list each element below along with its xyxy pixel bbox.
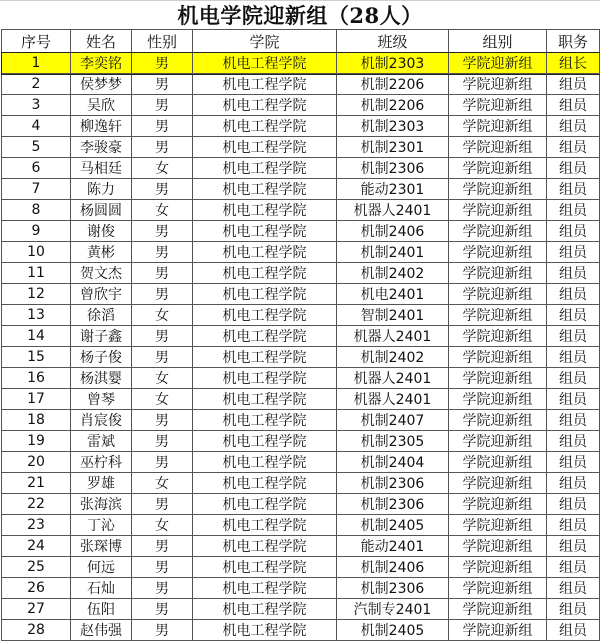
cell-role: 组员: [547, 221, 600, 242]
cell-seq: 6: [2, 158, 71, 179]
cell-class: 机制2306: [337, 494, 449, 515]
cell-group: 学院迎新组: [449, 578, 547, 599]
cell-college: 机电工程学院: [193, 410, 337, 431]
header-gender: 性别: [132, 30, 193, 53]
cell-gender: 男: [132, 410, 193, 431]
cell-seq: 28: [2, 620, 71, 641]
cell-seq: 8: [2, 200, 71, 221]
cell-college: 机电工程学院: [193, 221, 337, 242]
cell-class: 机制2406: [337, 221, 449, 242]
cell-role: 组员: [547, 200, 600, 221]
cell-gender: 男: [132, 137, 193, 158]
table-row: [2, 599, 600, 620]
cell-group: 学院迎新组: [449, 284, 547, 305]
header-group: 组别: [449, 30, 547, 53]
cell-role: 组员: [547, 536, 600, 557]
cell-seq: 21: [2, 473, 71, 494]
cell-seq: 2: [2, 74, 71, 95]
cell-name: 谢俊: [71, 221, 132, 242]
table-row: [2, 620, 600, 641]
cell-class: 机制2206: [337, 74, 449, 95]
cell-group: 学院迎新组: [449, 158, 547, 179]
cell-college: 机电工程学院: [193, 242, 337, 263]
table-row: [2, 452, 600, 473]
cell-seq: 17: [2, 389, 71, 410]
cell-seq: 3: [2, 95, 71, 116]
cell-seq: 20: [2, 452, 71, 473]
cell-class: 机制2402: [337, 263, 449, 284]
header-row: [2, 30, 600, 53]
cell-college: 机电工程学院: [193, 536, 337, 557]
cell-college: 机电工程学院: [193, 368, 337, 389]
cell-gender: 女: [132, 389, 193, 410]
cell-seq: 9: [2, 221, 71, 242]
cell-group: 学院迎新组: [449, 452, 547, 473]
cell-gender: 男: [132, 263, 193, 284]
cell-class: 机器人2401: [337, 200, 449, 221]
cell-role: 组员: [547, 557, 600, 578]
table-row: [2, 494, 600, 515]
cell-college: 机电工程学院: [193, 599, 337, 620]
cell-name: 何远: [71, 557, 132, 578]
cell-role: 组员: [547, 368, 600, 389]
cell-college: 机电工程学院: [193, 74, 337, 95]
cell-class: 机器人2401: [337, 368, 449, 389]
cell-group: 学院迎新组: [449, 473, 547, 494]
cell-class: 机器人2401: [337, 326, 449, 347]
cell-college: 机电工程学院: [193, 53, 337, 74]
cell-role: 组员: [547, 410, 600, 431]
cell-group: 学院迎新组: [449, 410, 547, 431]
table-row: [2, 116, 600, 137]
cell-group: 学院迎新组: [449, 242, 547, 263]
cell-group: 学院迎新组: [449, 95, 547, 116]
cell-role: 组员: [547, 620, 600, 641]
cell-gender: 男: [132, 53, 193, 74]
cell-name: 贺文杰: [71, 263, 132, 284]
cell-group: 学院迎新组: [449, 221, 547, 242]
cell-group: 学院迎新组: [449, 389, 547, 410]
cell-class: 机制2404: [337, 452, 449, 473]
cell-name: 伍阳: [71, 599, 132, 620]
table-row: [2, 431, 600, 452]
cell-seq: 13: [2, 305, 71, 326]
table-row: [2, 53, 600, 74]
table-row: [2, 305, 600, 326]
cell-seq: 24: [2, 536, 71, 557]
cell-role: 组员: [547, 137, 600, 158]
cell-group: 学院迎新组: [449, 557, 547, 578]
cell-role: 组员: [547, 452, 600, 473]
cell-class: 机制2407: [337, 410, 449, 431]
cell-name: 石灿: [71, 578, 132, 599]
cell-college: 机电工程学院: [193, 473, 337, 494]
cell-role: 组员: [547, 515, 600, 536]
cell-class: 智制2401: [337, 305, 449, 326]
cell-role: 组员: [547, 473, 600, 494]
cell-group: 学院迎新组: [449, 200, 547, 221]
cell-gender: 男: [132, 536, 193, 557]
cell-class: 机器人2401: [337, 389, 449, 410]
cell-group: 学院迎新组: [449, 326, 547, 347]
cell-role: 组员: [547, 158, 600, 179]
cell-role: 组员: [547, 326, 600, 347]
cell-role: 组长: [547, 53, 600, 74]
cell-college: 机电工程学院: [193, 326, 337, 347]
cell-seq: 12: [2, 284, 71, 305]
cell-seq: 25: [2, 557, 71, 578]
cell-seq: 19: [2, 431, 71, 452]
cell-role: 组员: [547, 347, 600, 368]
cell-college: 机电工程学院: [193, 263, 337, 284]
cell-seq: 10: [2, 242, 71, 263]
cell-seq: 7: [2, 179, 71, 200]
cell-group: 学院迎新组: [449, 305, 547, 326]
header-class: 班级: [337, 30, 449, 53]
cell-group: 学院迎新组: [449, 53, 547, 74]
table-row: [2, 242, 600, 263]
cell-class: 机制2306: [337, 158, 449, 179]
cell-class: 机制2206: [337, 95, 449, 116]
table-row: [2, 95, 600, 116]
cell-name: 谢子鑫: [71, 326, 132, 347]
cell-name: 肖宸俊: [71, 410, 132, 431]
cell-class: 能动2301: [337, 179, 449, 200]
cell-group: 学院迎新组: [449, 368, 547, 389]
cell-college: 机电工程学院: [193, 431, 337, 452]
cell-gender: 男: [132, 74, 193, 95]
cell-gender: 男: [132, 557, 193, 578]
cell-gender: 男: [132, 494, 193, 515]
cell-group: 学院迎新组: [449, 515, 547, 536]
cell-role: 组员: [547, 242, 600, 263]
cell-college: 机电工程学院: [193, 179, 337, 200]
cell-gender: 男: [132, 578, 193, 599]
cell-role: 组员: [547, 263, 600, 284]
cell-college: 机电工程学院: [193, 116, 337, 137]
cell-name: 陈力: [71, 179, 132, 200]
cell-role: 组员: [547, 599, 600, 620]
cell-gender: 男: [132, 620, 193, 641]
cell-seq: 15: [2, 347, 71, 368]
cell-gender: 男: [132, 284, 193, 305]
table-row: [2, 347, 600, 368]
cell-group: 学院迎新组: [449, 347, 547, 368]
table-row: [2, 326, 600, 347]
cell-college: 机电工程学院: [193, 284, 337, 305]
table-body: [2, 53, 600, 641]
cell-group: 学院迎新组: [449, 536, 547, 557]
member-table: [1, 29, 600, 641]
cell-name: 雷斌: [71, 431, 132, 452]
table-row: [2, 536, 600, 557]
table-row: [2, 389, 600, 410]
cell-seq: 27: [2, 599, 71, 620]
cell-class: 机制2406: [337, 557, 449, 578]
cell-role: 组员: [547, 431, 600, 452]
cell-gender: 男: [132, 347, 193, 368]
cell-name: 马相廷: [71, 158, 132, 179]
cell-name: 黄彬: [71, 242, 132, 263]
cell-class: 机制2303: [337, 53, 449, 74]
cell-seq: 4: [2, 116, 71, 137]
cell-gender: 女: [132, 305, 193, 326]
table-row: [2, 578, 600, 599]
cell-college: 机电工程学院: [193, 347, 337, 368]
cell-college: 机电工程学院: [193, 200, 337, 221]
cell-name: 杨圆圆: [71, 200, 132, 221]
cell-gender: 男: [132, 599, 193, 620]
cell-group: 学院迎新组: [449, 74, 547, 95]
table-row: [2, 263, 600, 284]
cell-role: 组员: [547, 284, 600, 305]
cell-college: 机电工程学院: [193, 452, 337, 473]
cell-college: 机电工程学院: [193, 389, 337, 410]
cell-gender: 男: [132, 326, 193, 347]
cell-name: 曾欣宇: [71, 284, 132, 305]
table-row: [2, 221, 600, 242]
cell-name: 丁沁: [71, 515, 132, 536]
cell-class: 机制2303: [337, 116, 449, 137]
cell-college: 机电工程学院: [193, 515, 337, 536]
cell-group: 学院迎新组: [449, 116, 547, 137]
cell-college: 机电工程学院: [193, 578, 337, 599]
cell-college: 机电工程学院: [193, 95, 337, 116]
table-row: [2, 137, 600, 158]
cell-name: 张海滨: [71, 494, 132, 515]
cell-group: 学院迎新组: [449, 263, 547, 284]
table-row: [2, 368, 600, 389]
cell-name: 侯梦梦: [71, 74, 132, 95]
cell-class: 机制2306: [337, 473, 449, 494]
cell-gender: 男: [132, 242, 193, 263]
cell-college: 机电工程学院: [193, 494, 337, 515]
cell-seq: 11: [2, 263, 71, 284]
cell-gender: 男: [132, 95, 193, 116]
cell-role: 组员: [547, 494, 600, 515]
cell-seq: 1: [2, 53, 71, 74]
cell-gender: 女: [132, 200, 193, 221]
cell-name: 吴欣: [71, 95, 132, 116]
cell-name: 杨子俊: [71, 347, 132, 368]
table-title: 机电学院迎新组（28人）: [0, 0, 600, 29]
table-row: [2, 284, 600, 305]
cell-gender: 男: [132, 431, 193, 452]
table-row: [2, 557, 600, 578]
cell-role: 组员: [547, 305, 600, 326]
table-row: [2, 473, 600, 494]
cell-class: 机制2405: [337, 620, 449, 641]
table-row: [2, 179, 600, 200]
cell-class: 机制2305: [337, 431, 449, 452]
header-role: 职务: [547, 30, 600, 53]
cell-group: 学院迎新组: [449, 599, 547, 620]
table-row: [2, 158, 600, 179]
cell-college: 机电工程学院: [193, 137, 337, 158]
cell-name: 罗雄: [71, 473, 132, 494]
cell-group: 学院迎新组: [449, 137, 547, 158]
cell-group: 学院迎新组: [449, 179, 547, 200]
cell-name: 赵伟强: [71, 620, 132, 641]
cell-class: 能动2401: [337, 536, 449, 557]
cell-gender: 女: [132, 158, 193, 179]
cell-college: 机电工程学院: [193, 158, 337, 179]
cell-seq: 23: [2, 515, 71, 536]
cell-gender: 女: [132, 515, 193, 536]
cell-role: 组员: [547, 578, 600, 599]
cell-class: 汽制专2401: [337, 599, 449, 620]
cell-group: 学院迎新组: [449, 620, 547, 641]
cell-seq: 14: [2, 326, 71, 347]
table-row: [2, 410, 600, 431]
cell-seq: 16: [2, 368, 71, 389]
table-row: [2, 200, 600, 221]
header-name: 姓名: [71, 30, 132, 53]
cell-role: 组员: [547, 95, 600, 116]
cell-seq: 26: [2, 578, 71, 599]
cell-role: 组员: [547, 389, 600, 410]
cell-college: 机电工程学院: [193, 305, 337, 326]
cell-class: 机制2301: [337, 137, 449, 158]
cell-class: 机制2306: [337, 578, 449, 599]
cell-gender: 男: [132, 221, 193, 242]
cell-gender: 女: [132, 473, 193, 494]
cell-gender: 男: [132, 179, 193, 200]
table-row: [2, 515, 600, 536]
cell-class: 机电2401: [337, 284, 449, 305]
header-seq: 序号: [2, 30, 71, 53]
cell-name: 曾琴: [71, 389, 132, 410]
table-row: [2, 74, 600, 95]
cell-group: 学院迎新组: [449, 494, 547, 515]
cell-role: 组员: [547, 116, 600, 137]
cell-role: 组员: [547, 179, 600, 200]
cell-name: 李奕铭: [71, 53, 132, 74]
cell-name: 柳逸轩: [71, 116, 132, 137]
cell-gender: 男: [132, 452, 193, 473]
cell-class: 机制2405: [337, 515, 449, 536]
cell-seq: 18: [2, 410, 71, 431]
cell-seq: 5: [2, 137, 71, 158]
cell-name: 巫柠科: [71, 452, 132, 473]
cell-role: 组员: [547, 74, 600, 95]
cell-college: 机电工程学院: [193, 620, 337, 641]
cell-college: 机电工程学院: [193, 557, 337, 578]
cell-gender: 女: [132, 368, 193, 389]
cell-gender: 男: [132, 116, 193, 137]
cell-seq: 22: [2, 494, 71, 515]
header-college: 学院: [193, 30, 337, 53]
cell-name: 张琛博: [71, 536, 132, 557]
cell-name: 徐滔: [71, 305, 132, 326]
cell-name: 李骏豪: [71, 137, 132, 158]
cell-group: 学院迎新组: [449, 431, 547, 452]
cell-class: 机制2402: [337, 347, 449, 368]
cell-class: 机制2401: [337, 242, 449, 263]
cell-name: 杨淇婴: [71, 368, 132, 389]
